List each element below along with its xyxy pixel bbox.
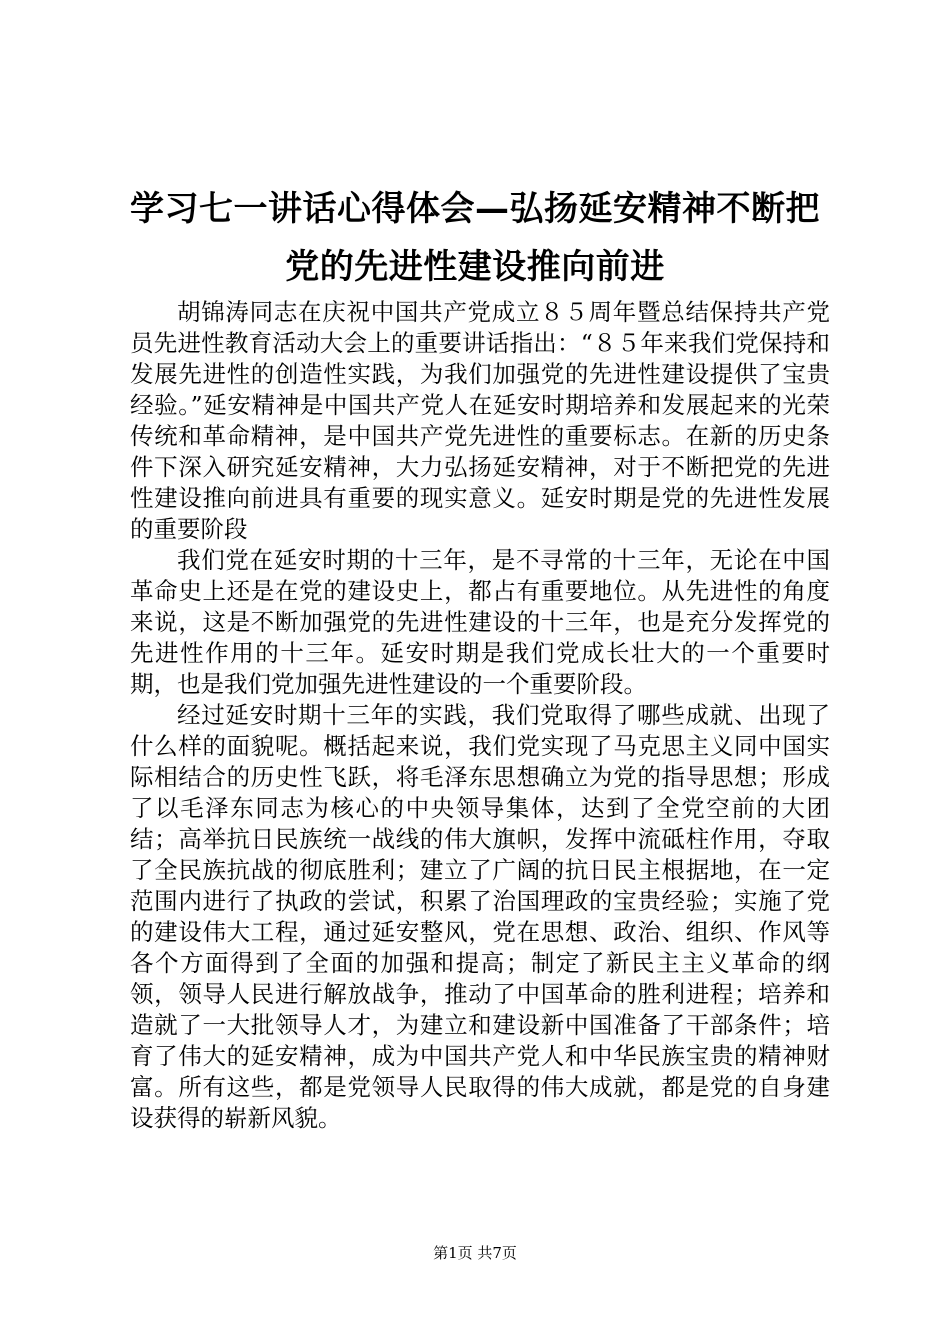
- paragraph: 我们党在延安时期的十三年，是不寻常的十三年，无论在中国革命史上还是在党的建设史上，都占有重要地位。从先进性的角度来说，这是不断加强党的先进性建设的十三年，也是充分发挥党的先进性作用的十三年。延安时期是我们党成长壮大的一个重要时期，也是我们党加强先进性建设的一个重要阶段。: [130, 546, 830, 698]
- document-title-line-1: 学习七一讲话心得体会—弘扬延安精神不断把: [130, 189, 820, 229]
- paragraph: 胡锦涛同志在庆祝中国共产党成立８５周年暨总结保持共产党员先进性教育活动大会上的重要讲话指出：“８５年来我们党保持和发展先进性的创造性实践，为我们加强党的先进性建设提供了宝贵经验。”延安精神是中国共产党人在延安时期培养和发展起来的光荣传统和革命精神，是中国共产党先进性的重要标志。在新的历史条件下深入研究延安精神，大力弘扬延安精神，对于不断把党的先进性建设推向前进具有重要的现实意义。延安时期是党的先进性发展的重要阶段: [130, 298, 830, 543]
- paragraph: 经过延安时期十三年的实践，我们党取得了哪些成就、出现了什么样的面貌呢。概括起来说，我们党实现了马克思主义同中国实际相结合的历史性飞跃，将毛泽东思想确立为党的指导思想；形成了以毛泽东同志为核心的中央领导集体，达到了全党空前的大团结；高举抗日民族统一战线的伟大旗帜，发挥中流砥柱作用，夺取了全民族抗战的彻底胜利；建立了广阔的抗日民主根据地，在一定范围内进行了执政的尝试，积累了治国理政的宝贵经验；实施了党的建设伟大工程，通过延安整风，党在思想、政治、组织、作风等各个方面得到了全面的加强和提高；制定了新民主主义革命的纲领，领导人民进行解放战争，推动了中国革命的胜利进程；培养和造就了一大批领导人才，为建立和建设新中国准备了干部条件；培育了伟大的延安精神，成为中国共产党人和中华民族宝贵的精神财富。所有这些，都是党领导人民取得的伟大成就，都是党的自身建设获得的崭新风貌。: [130, 701, 830, 1132]
- page-footer: 第1页 共7页: [433, 1244, 517, 1262]
- document-body: [130, 297, 830, 1134]
- document-title-line-2: 党的先进性建设推向前进: [285, 247, 665, 287]
